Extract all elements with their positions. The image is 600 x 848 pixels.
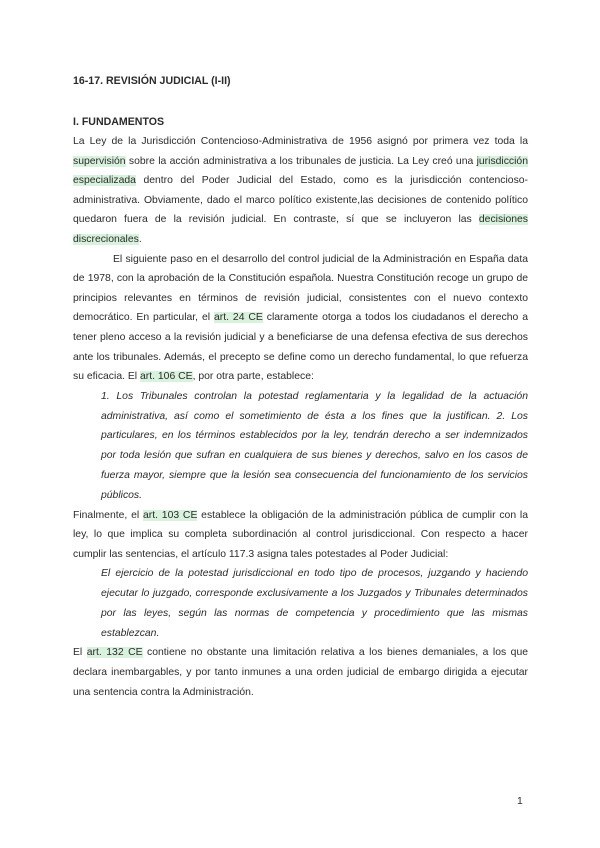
text-run: El ejercicio de la potestad jurisdiccional en todo tipo de procesos, juzgando y haciendo ejecutar lo juzgado, corresponde exclusivamente a los Juzgados y Tribunales determinados por las leyes, según las normas de competencia y procedimiento que las mismas establezcan. bbox=[101, 568, 528, 639]
spacer bbox=[73, 92, 528, 113]
text-run: . bbox=[138, 233, 142, 245]
paragraph bbox=[73, 643, 528, 702]
text-run: establece la obligación de la administración pública de cumplir con la ley, lo que implica su completa subordinación al control jurisdiccional. Con respecto a hacer cumplir las sentencias, el artículo 117.3 asigna tales potestades al Poder Judicial: bbox=[73, 509, 528, 560]
paragraph bbox=[73, 250, 528, 387]
page-number: 1 bbox=[517, 796, 523, 807]
text-run: El bbox=[73, 647, 87, 659]
text-run: Finalmente, el bbox=[73, 509, 143, 521]
text-run: claramente otorga a todos los ciudadanos el derecho a tener pleno acceso a la revisión judicial y a beneficiarse de una defensa efectiva de sus derechos ante los tribunales. Además, el precepto se define como un derecho fundamental, lo que refuerza su eficacia. El bbox=[73, 312, 529, 383]
paragraphs-container bbox=[73, 132, 528, 702]
block-quote bbox=[101, 564, 528, 643]
paragraph bbox=[73, 506, 528, 565]
highlighted-term: art. 103 CE bbox=[142, 509, 198, 521]
text-run: El siguiente paso en el desarrollo del control judicial de la Administración en España data de 1978, con la aprobación de la Constitución española. Nuestra Constitución recoge un grupo de principios relevantes en términos de revisión judicial, consistentes con el nuevo contexto democrático. En particular, el bbox=[73, 253, 528, 324]
text-run: 1. Los Tribunales controlan la potestad reglamentaria y la legalidad de la actuación administrativa, así como el sometimiento de ésta a los fines que la justifican. 2. Los particulares, en los términos establecidos por la ley, tendrán derecho a ser indemnizados por toda lesión que sufran en cualquiera de sus bienes y derechos, salvo en los casos de fuerza mayor, siempre que la lesión sea consecuencia del funcionamiento de los servicios públicos. bbox=[101, 390, 528, 501]
text-run: La Ley de la Jurisdicción Contencioso-Administrativa de 1956 asignó por primera vez toda la bbox=[73, 136, 528, 147]
text-run: , por otra parte, establece: bbox=[192, 371, 314, 383]
highlighted-term: art. 24 CE bbox=[214, 312, 263, 324]
highlighted-term: supervisión bbox=[73, 155, 126, 167]
section-heading: I. FUNDAMENTOS bbox=[73, 116, 165, 128]
highlighted-term: art. 106 CE bbox=[140, 371, 193, 383]
document-title: 16-17. REVISIÓN JUDICIAL (I-II) bbox=[73, 75, 231, 87]
highlighted-term: decisiones discrecionales bbox=[73, 214, 528, 245]
block-quote bbox=[101, 387, 528, 506]
text-run: sobre la acción administrativa a los tribunales de justicia. La Ley creó una bbox=[125, 155, 477, 167]
text-run: contiene no obstante una limitación relativa a los bienes demaniales, a los que declara inembargables, y por tanto inmunes a una orden judicial de embargo dirigida a ejecutar una sentencia contra la Administración. bbox=[73, 647, 528, 698]
text-run: dentro del Poder Judicial del Estado, como es la jurisdicción contencioso-administrativa. Obviamente, dado el marco político existente,las decisiones de contenido político quedaron fuera de la revisión judicial. En contraste, sí que se incluyeron las bbox=[73, 175, 528, 226]
highlighted-term: jurisdicción especializada bbox=[73, 155, 528, 187]
paragraph bbox=[73, 132, 528, 250]
highlighted-term: art. 132 CE bbox=[86, 647, 143, 659]
document-body bbox=[73, 72, 528, 702]
